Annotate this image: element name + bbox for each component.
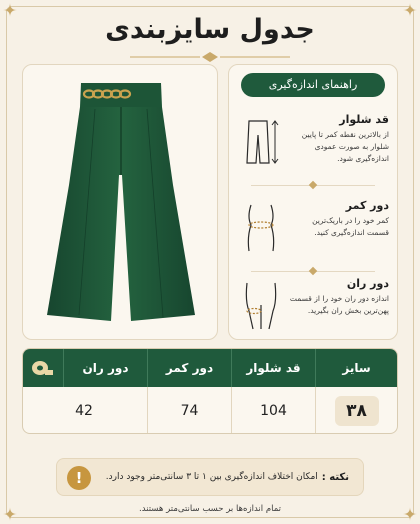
guide-item-pants-length <box>237 113 389 175</box>
note-label: نکته : <box>321 471 349 483</box>
page-title: جدول سایزبندی <box>105 14 315 45</box>
exclamation-icon: ! <box>67 466 91 490</box>
guide-item-desc: از بالاترین نقطه کمر تا پایین شلوار به صورت عمودی اندازه‌گیری شود. <box>301 130 389 163</box>
guide-divider <box>251 271 375 272</box>
table-cell: 42 <box>75 403 93 419</box>
table-row <box>23 387 397 434</box>
size-value: ۳۸ <box>335 396 379 426</box>
guide-item-title: قد شلوار <box>339 113 389 126</box>
table-cell: 104 <box>231 387 315 434</box>
table-header-cell: دور ران <box>63 349 147 387</box>
guide-item-desc: اندازه دور ران خود را از قسمت پهن‌ترین بخش ران بگیرید. <box>289 294 389 315</box>
green-pants-image <box>23 65 218 340</box>
guide-item-desc: کمر خود را در باریک‌ترین قسمت اندازه‌گیری کنید. <box>312 216 389 237</box>
product-image-card <box>22 64 218 340</box>
note-box <box>56 458 364 496</box>
guide-header: راهنمای اندازه‌گیری <box>241 73 385 97</box>
measurement-guide-panel <box>228 64 398 340</box>
guide-item-title: دور ران <box>346 277 389 290</box>
thigh-measure-icon <box>239 281 283 331</box>
table-header-row <box>23 349 397 387</box>
guide-item-waist <box>237 199 389 261</box>
size-table <box>22 348 398 434</box>
waist-measure-icon <box>239 203 283 253</box>
table-header-cell: قد شلوار <box>231 349 315 387</box>
guide-divider <box>251 185 375 186</box>
pants-length-icon <box>239 117 283 167</box>
table-cell: 74 <box>147 387 231 434</box>
note-text: امکان اختلاف اندازه‌گیری بین ۱ تا ۳ سانتی‌متر وجود دارد. <box>105 472 318 482</box>
title-ornament-icon <box>120 51 300 63</box>
table-header-cell: سایز <box>315 349 397 387</box>
guide-item-thigh <box>237 277 389 339</box>
footer-text: تمام اندازه‌ها بر حسب سانتی‌متر هستند. <box>139 504 281 514</box>
guide-item-title: دور کمر <box>345 199 389 212</box>
table-header-cell: دور کمر <box>147 349 231 387</box>
table-cell-size <box>315 387 397 434</box>
tape-measure-icon <box>22 349 63 387</box>
